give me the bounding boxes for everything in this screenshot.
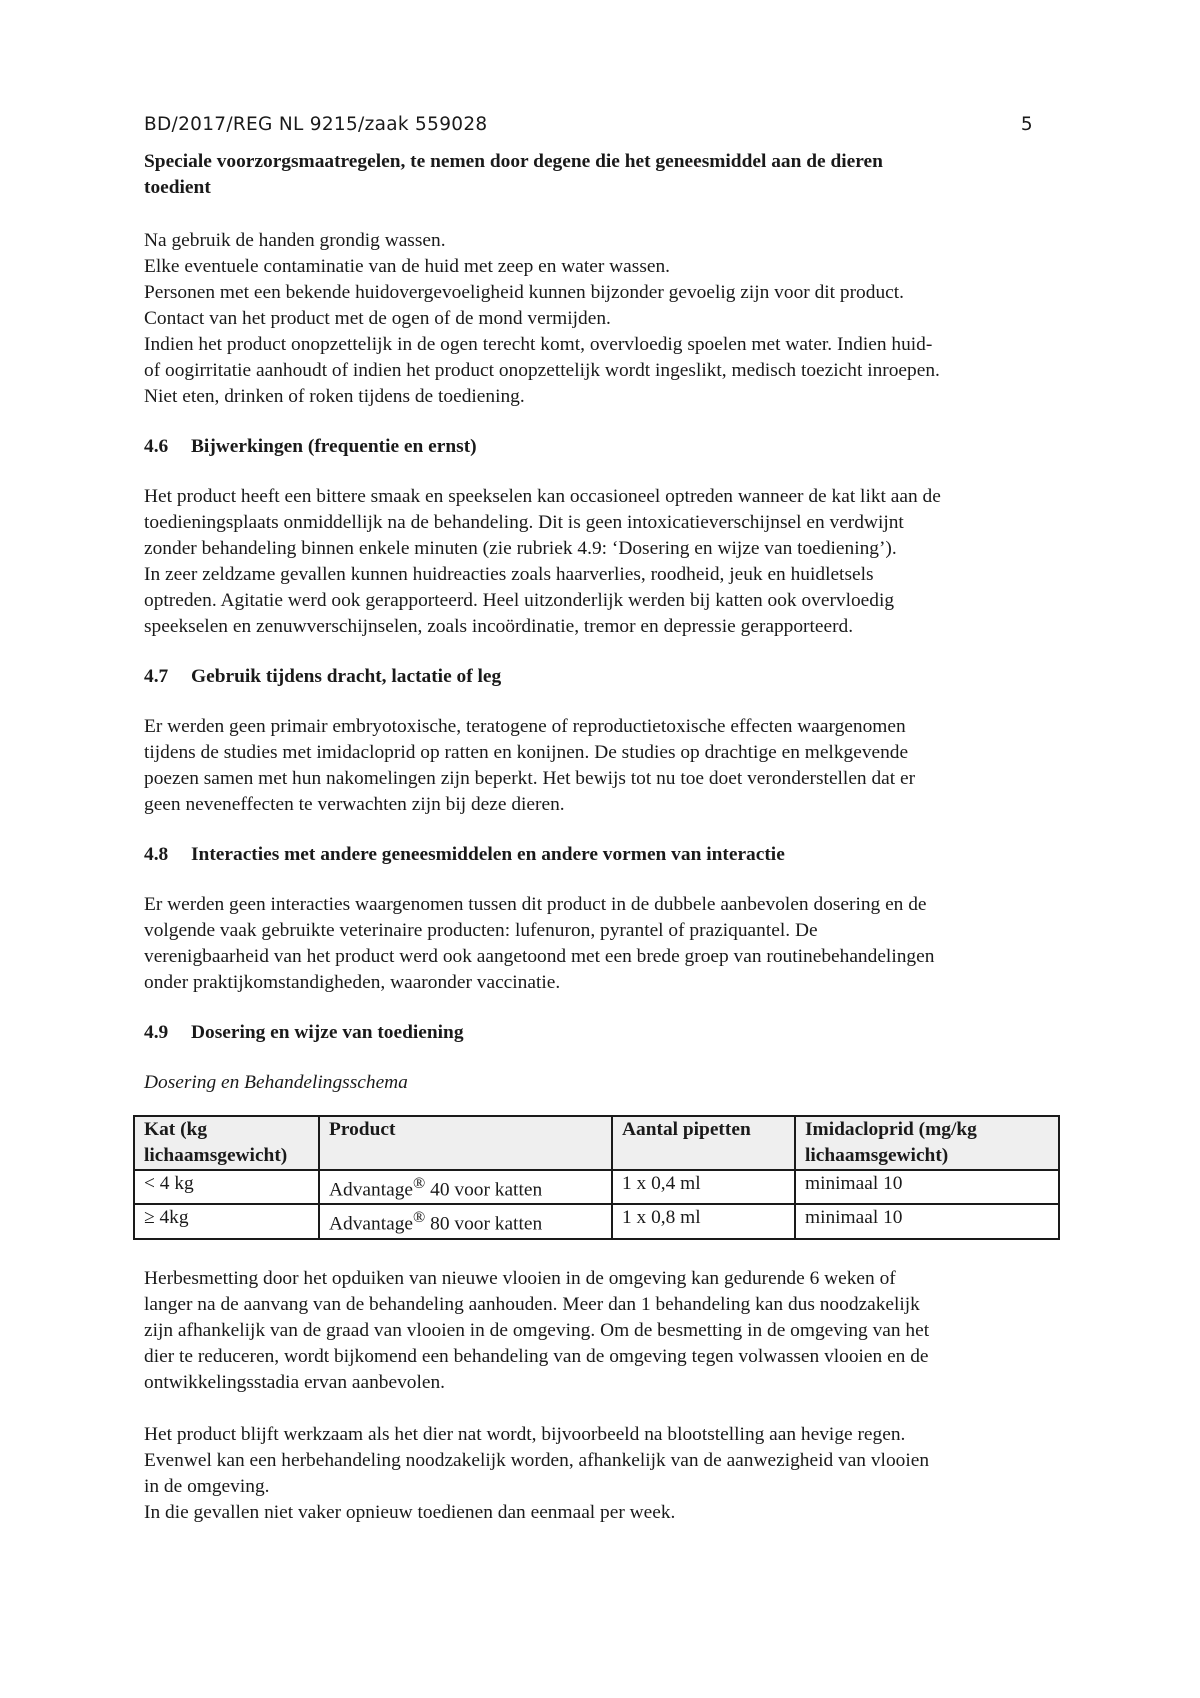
text-line: Het product blijft werkzaam als het dier nat wordt, bijvoorbeeld na blootstelling aan hevige regen. bbox=[144, 1423, 906, 1445]
text-line: poezen samen met hun nakomelingen zijn beperkt. Het bewijs tot nu toe doet veronderstellen dat er bbox=[144, 768, 916, 789]
paragraph-spacer bbox=[144, 1396, 1065, 1422]
text-line: Evenwel kan een herbehandeling noodzakelijk worden, afhankelijk van de aanwezigheid van vlooien bbox=[144, 1449, 930, 1471]
text-line: zonder behandeling binnen enkele minuten (zie rubriek 4.9: ‘Dosering en wijze van toediening’). bbox=[144, 538, 897, 559]
text-line: Er werden geen interacties waargenomen tussen dit product in de dubbele aanbevolen dosering en de bbox=[144, 894, 927, 915]
product-variant: 40 voor katten bbox=[425, 1179, 543, 1201]
product-brand: Advantage bbox=[329, 1179, 413, 1201]
registered-mark: ® bbox=[413, 1209, 426, 1227]
reinfestation-text bbox=[144, 1266, 1065, 1396]
cell-weight: ≥ 4kg bbox=[134, 1204, 319, 1238]
section-4-7-heading bbox=[144, 664, 1065, 690]
text-line: Contact van het product met de ogen of de mond vermijden. bbox=[144, 308, 611, 329]
cell-dose: minimaal 10 bbox=[795, 1170, 1059, 1204]
text-line: volgende vaak gebruikte veterinaire producten: lufenuron, pyrantel of praziquantel. De bbox=[144, 920, 818, 941]
section-number: 4.7 bbox=[144, 666, 169, 687]
section-number: 4.6 bbox=[144, 436, 169, 457]
page-header bbox=[144, 112, 1065, 138]
text-line: In die gevallen niet vaker opnieuw toedienen dan eenmaal per week. bbox=[144, 1501, 676, 1523]
heading-line: Speciale voorzorgsmaatregelen, te nemen door degene die het geneesmiddel aan de dieren bbox=[144, 151, 883, 172]
table-row bbox=[134, 1204, 1059, 1238]
document-reference: BD/2017/REG NL 9215/zaak 559028 bbox=[144, 114, 488, 135]
header-cell-imidacloprid: Imidacloprid (mg/kg lichaamsgewicht) bbox=[795, 1116, 1059, 1170]
text-line: ontwikkelingsstadia ervan aanbevolen. bbox=[144, 1371, 445, 1393]
text-line: toedieningsplaats onmiddellijk na de behandeling. Dit is geen intoxicatieverschijnsel en verdwijnt bbox=[144, 512, 904, 533]
text-line: optreden. Agitatie werd ook gerapporteerd. Heel uitzonderlijk werden bij katten ook overvloedig bbox=[144, 590, 895, 611]
product-brand: Advantage bbox=[329, 1213, 413, 1235]
text-line: in de omgeving. bbox=[144, 1475, 270, 1497]
section-title: Bijwerkingen (frequentie en ernst) bbox=[191, 436, 477, 457]
page-number: 5 bbox=[1020, 114, 1033, 135]
section-number: 4.9 bbox=[144, 1022, 169, 1043]
dosage-subheading: Dosering en Behandelingsschema bbox=[144, 1072, 408, 1093]
cell-product bbox=[319, 1204, 612, 1238]
text-line: langer na de aanvang van de behandeling aanhouden. Meer dan 1 behandeling kan dus noodzakelijk bbox=[144, 1293, 920, 1315]
section-title: Dosering en wijze van toediening bbox=[191, 1022, 464, 1043]
cell-pipettes: 1 x 0,4 ml bbox=[612, 1170, 795, 1204]
text-line: dier te reduceren, wordt bijkomend een behandeling van de omgeving tegen volwassen vlooien en de bbox=[144, 1345, 929, 1367]
text-line: tijdens de studies met imidacloprid op ratten en konijnen. De studies op drachtige en melkgevende bbox=[144, 742, 909, 763]
text-line: Het product heeft een bittere smaak en speekselen kan occasioneel optreden wanneer de kat likt aan de bbox=[144, 486, 941, 507]
text-line: Niet eten, drinken of roken tijdens de toediening. bbox=[144, 386, 525, 407]
text-line: Na gebruik de handen grondig wassen. bbox=[144, 230, 446, 251]
cell-pipettes: 1 x 0,8 ml bbox=[612, 1204, 795, 1238]
section-4-6-heading bbox=[144, 434, 1065, 460]
text-line: speekselen en zenuwverschijnselen, zoals incoördinatie, tremor en depressie gerapporteerd. bbox=[144, 616, 854, 637]
table-row bbox=[134, 1170, 1059, 1204]
section-4-9-heading bbox=[144, 1020, 1065, 1046]
header-cell-pipettes: Aantal pipetten bbox=[612, 1116, 795, 1170]
cell-weight: < 4 kg bbox=[134, 1170, 319, 1204]
section-4-7-text bbox=[144, 714, 1065, 818]
precautions-heading bbox=[144, 149, 1065, 201]
document-page bbox=[144, 112, 1065, 1526]
text-line: Personen met een bekende huidovergevoeligheid kunnen bijzonder gevoelig zijn voor dit product. bbox=[144, 282, 904, 303]
text-line: geen neveneffecten te verwachten zijn bij deze dieren. bbox=[144, 794, 565, 815]
text-line: of oogirritatie aanhoudt of indien het product onopzettelijk wordt ingeslikt, medisch toezicht inroepen. bbox=[144, 360, 940, 381]
text-line: Elke eventuele contaminatie van de huid met zeep en water wassen. bbox=[144, 256, 671, 277]
text-line: Herbesmetting door het opduiken van nieuwe vlooien in de omgeving kan gedurende 6 weken of bbox=[144, 1267, 896, 1289]
registered-mark: ® bbox=[413, 1175, 426, 1192]
header-cell-product: Product bbox=[319, 1116, 612, 1170]
text-line: onder praktijkomstandigheden, waaronder vaccinatie. bbox=[144, 972, 561, 993]
cell-product bbox=[319, 1170, 612, 1204]
section-number: 4.8 bbox=[144, 844, 169, 865]
section-4-8-text bbox=[144, 892, 1065, 996]
section-4-8-heading bbox=[144, 842, 1065, 868]
text-line: In zeer zeldzame gevallen kunnen huidreacties zoals haarverlies, roodheid, jeuk en huidletsels bbox=[144, 564, 874, 585]
cell-dose: minimaal 10 bbox=[795, 1204, 1059, 1238]
section-title: Interacties met andere geneesmiddelen en andere vormen van interactie bbox=[191, 844, 785, 865]
text-line: zijn afhankelijk van de graad van vlooien in de omgeving. Om de besmetting in de omgeving van het bbox=[144, 1319, 930, 1341]
water-resistance-text bbox=[144, 1422, 1065, 1526]
text-line: Er werden geen primair embryotoxische, teratogene of reproductietoxische effecten waargenomen bbox=[144, 716, 906, 737]
table-header-row bbox=[134, 1116, 1059, 1170]
dosage-table bbox=[133, 1115, 1060, 1240]
header-cell-weight: Kat (kg lichaamsgewicht) bbox=[134, 1116, 319, 1170]
text-line: Indien het product onopzettelijk in de ogen terecht komt, overvloedig spoelen met water. Indien huid- bbox=[144, 334, 933, 355]
section-title: Gebruik tijdens dracht, lactatie of leg bbox=[191, 666, 502, 687]
text-line: verenigbaarheid van het product werd ook aangetoond met een brede groep van routinebehandelingen bbox=[144, 946, 935, 967]
section-4-6-text bbox=[144, 484, 1065, 640]
precautions-text bbox=[144, 228, 1065, 410]
product-variant: 80 voor katten bbox=[425, 1213, 543, 1235]
heading-line: toedient bbox=[144, 177, 211, 198]
